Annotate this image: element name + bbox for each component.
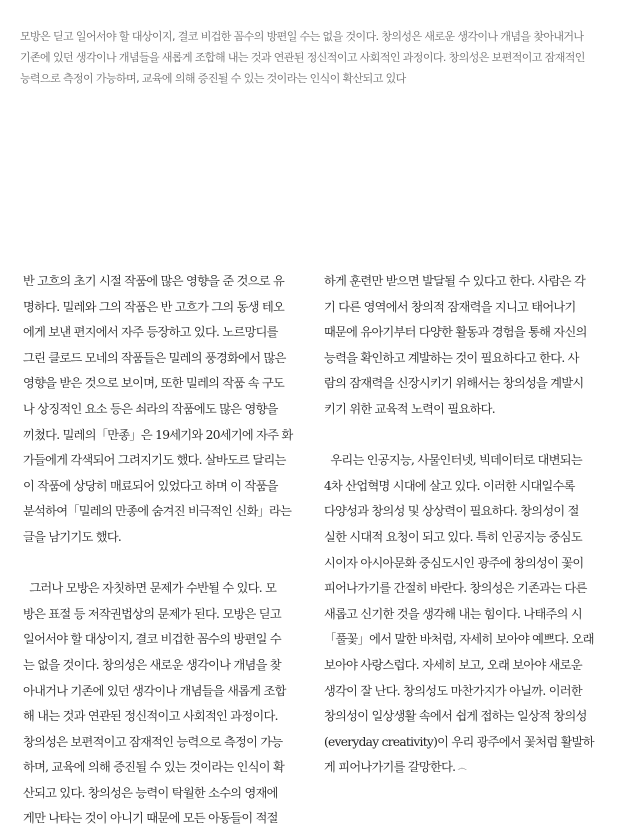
pull-quote	[20, 26, 612, 89]
body-line: 아내거나 기존에 있던 생각이나 개념들을 새롭게 조합	[23, 683, 286, 698]
paragraph-gap	[324, 423, 612, 449]
body-line: 반 고흐의 초기 시절 작품에 많은 영향을 준 것으로 유	[23, 274, 285, 288]
body-line: 그린 클로드 모네의 작품들은 밀레의 풍경화에서 많은	[23, 350, 286, 365]
body-line: 그러나 모방은 자칫하면 문제가 수반될 수 있다. 모	[29, 581, 277, 596]
body-line: 는 없을 것이다. 창의성은 새로운 생각이나 개념을 찾	[23, 657, 281, 672]
body-line: 기 다른 영역에서 창의적 잠재력을 지니고 태어나기	[324, 299, 576, 314]
body-line: 다양성과 창의성 및 상상력이 필요하다. 창의성이 절	[324, 504, 579, 519]
article-column-left	[23, 269, 311, 832]
body-line: (everyday creativity)이 우리 광주에서 꽃처럼 활발하	[324, 734, 594, 749]
body-line: 나 상징적인 요소 등은 쇠라의 작품에도 많은 영향을	[23, 401, 278, 416]
body-line: 끼쳤다. 밀레의「만종」은 19세기와 20세기에 자주 화	[23, 427, 293, 442]
article-column-right	[324, 269, 612, 782]
body-line: 하게 훈련만 받으면 발달될 수 있다고 한다. 사람은 각	[324, 274, 586, 288]
pull-quote-line: 기존에 있던 생각이나 개념들을 새롭게 조합해 내는 것과 연관된 정신적이고 사회적인 과정이다. 창의성은 보편적이고 잠재적인	[20, 51, 585, 64]
body-line: 시이자 아시아문화 중심도시인 광주에 창의성이 꽃이	[324, 555, 584, 570]
body-line: 영향을 받은 것으로 보이며, 또한 밀레의 작품 속 구도	[23, 376, 285, 391]
body-line: 가들에게 각색되어 그려지기도 했다. 살바도르 달리는	[23, 453, 286, 468]
body-line: 능력을 확인하고 계발하는 것이 필요하다고 한다. 사	[324, 350, 579, 365]
body-line: 창의성은 보편적이고 잠재적인 능력으로 측정이 가능	[23, 734, 283, 749]
body-line: 실한 시대적 요청이 되고 있다. 특히 인공지능 중심도	[324, 529, 582, 544]
body-line: 피어나가기를 간절히 바란다. 창의성은 기존과는 다른	[324, 581, 587, 596]
body-line: 창의성이 일상생활 속에서 쉽게 접하는 일상적 창의성	[324, 709, 587, 724]
body-line: 글을 남기기도 했다.	[23, 529, 122, 544]
body-line: 명하다. 밀레와 그의 작품은 반 고흐가 그의 동생 테오	[23, 299, 285, 314]
body-line: 우리는 인공지능, 사물인터넷, 빅데이터로 대변되는	[330, 453, 582, 468]
pull-quote-line: 능력으로 측정이 가능하며, 교육에 의해 증진될 수 있는 것이라는 인식이 확산되고 있다	[20, 72, 406, 85]
body-line: 새롭고 신기한 것을 생각해 내는 힘이다. 나태주의 시	[324, 606, 582, 621]
body-line: 방은 표절 등 저작권법상의 문제가 된다. 모방은 딛고	[23, 606, 281, 621]
body-line: 해 내는 것과 연관된 정신적이고 사회적인 과정이다.	[23, 709, 278, 724]
body-line: 람의 잠재력을 신장시키기 위해서는 창의성을 계발시	[324, 376, 584, 391]
end-mark-icon: ෴	[457, 763, 467, 775]
paragraph-gap	[23, 551, 311, 577]
pull-quote-line: 모방은 딛고 일어서야 할 대상이지, 결코 비겁한 꼼수의 방편일 수는 없을 것이다. 창의성은 새로운 생각이나 개념을 찾아내거나	[20, 30, 584, 43]
body-line: 분석하여「밀레의 만종에 숨겨진 비극적인 신화」라는	[23, 504, 292, 519]
body-line: 게만 나타는 것이 아니기 때문에 모든 아동들이 적절	[23, 811, 278, 826]
body-line: 보아야 사랑스럽다. 자세히 보고, 오래 보아야 새로운	[324, 657, 582, 672]
body-line: 일어서야 할 대상이지, 결코 비겁한 꼼수의 방편일 수	[23, 632, 281, 647]
body-line: 「풀꽃」에서 말한 바처럼, 자세히 보아야 예쁘다. 오래	[324, 632, 594, 647]
body-line: 키기 위한 교육적 노력이 필요하다.	[324, 401, 495, 416]
body-line: 하며, 교육에 의해 증진될 수 있는 것이라는 인식이 확	[23, 760, 285, 775]
body-line: 때문에 유아기부터 다양한 활동과 경험을 통해 자신의	[324, 325, 587, 340]
body-line: 생각이 잘 난다. 창의성도 마찬가지가 아닐까. 이러한	[324, 683, 582, 698]
body-line: 에게 보낸 편지에서 자주 등장하고 있다. 노르망디를	[23, 325, 278, 340]
body-line: 게 피어나가기를 갈망한다. ෴	[324, 760, 467, 775]
body-line: 산되고 있다. 창의성은 능력이 탁월한 소수의 영재에	[23, 785, 278, 800]
body-line: 이 작품에 상당히 매료되어 있었다고 하며 이 작품을	[23, 478, 278, 493]
body-line: 4차 산업혁명 시대에 살고 있다. 이러한 시대일수록	[324, 478, 575, 493]
